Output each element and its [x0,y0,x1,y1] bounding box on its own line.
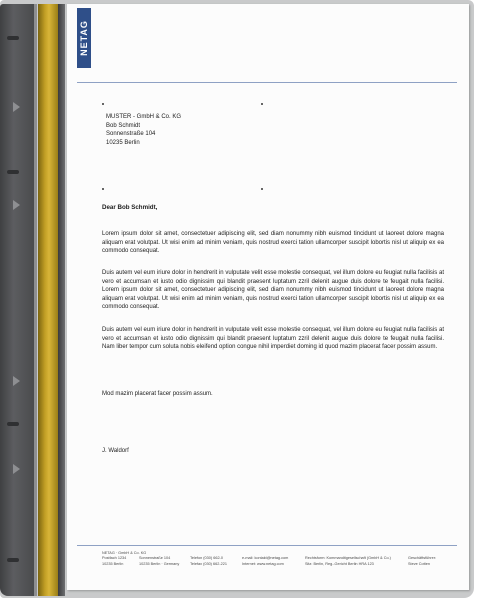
footer-text: Internet: www.netag.com [242,561,284,566]
salutation: Dear Bob Schmidt, [102,204,158,211]
closing-line: Mod mazim placerat facer possim assum. [102,391,213,397]
recipient-address [106,113,181,147]
address-line: MUSTER - GmbH & Co. KG [106,114,182,120]
spine-notch [7,422,19,426]
footer-address [139,551,179,567]
arrow-marker-icon [13,200,20,210]
footer-text: NETAG · GmbH & Co. KG [102,551,147,555]
footer-text: Sonnenstraße 104 [139,556,171,561]
footer-management [408,551,436,567]
fold-mark [261,188,263,190]
footer-text: 10235 Berlin [102,561,124,566]
clip-bar-edge [58,4,65,596]
body-paragraph: Lorem ipsum dolor sit amet, consectetuer adipiscing elit, sed diam nonummy nibh euismod tincidunt ut laoreet dolore magna aliquam erat volutpat. Ut wisi enim ad minim veniam, quis nostrud exerci tation ullamcorper suscipit lobortis nisl ut aliquip ex ea commodo consequat. [102,231,444,255]
yellow-clip-bar [38,4,58,596]
footer-legal [305,551,391,567]
footer-text: Steve Cotten [408,561,430,566]
signature: J. Waldorf [102,448,129,454]
fold-mark [261,103,263,105]
arrow-marker-icon [13,102,20,112]
spine-highlight [34,4,37,596]
header-rule [77,82,457,83]
letter-page [67,4,469,590]
footer-text: Sitz: Berlin, Reg.-Gericht Berlin HRA 123 [305,561,374,566]
footer-text: Telefon (030) 662-0 [190,556,223,561]
logo-text: NETAG [79,20,89,56]
arrow-marker-icon [13,376,20,386]
footer-text: Telefax (030) 662-221 [190,561,227,566]
footer-phone [190,551,227,567]
spine-notch [7,36,19,40]
body-paragraph: Duis autem vel eum iriure dolor in hendrerit in vulputate velit esse molestie consequat, vel illum dolore eu feugiat nulla facilisis at vero et accumsan et iusto odio dignissim qui blandit praesent luptatum zzril delenit augue duis dolore te feugait nulla facilisi. Lorem ipsum dolor sit amet, consectetuer adipiscing elit, sed diam nonummy nibh euismod tincidunt ut laoreet dolore magna aliquam erat volutpat. Ut wisi enim ad minim veniam, quis nostrud exerci tation ullamcorper suscipit lobortis nisl ut aliquip ex ea commodo consequat. [102,270,444,311]
footer-text: e-mail: kontakt@netag.com [242,556,289,561]
footer-text: Geschäftsführer: [408,556,437,561]
spine-notch [7,170,19,174]
fold-mark [102,188,104,190]
body-paragraph: Duis autem vel eum iriure dolor in hendrerit in vulputate velit esse molestie consequat, vel illum dolore eu feugiat nulla facilisis at vero et accumsan et iusto odio dignissim qui blandit praesent luptatum zzril delenit augue duis dolore te feugait nulla facilisi. Nam liber tempor cum soluta nobis eleifend option congue nihil imperdiet doming id quod mazim placerat facer possim assum. [102,327,444,351]
folder-spine [0,4,34,596]
footer-text: 10235 Berlin · Germany [139,561,180,566]
address-line: Bob Schmidt [106,122,141,129]
footer-text: Postfach 1234 [102,556,127,561]
spine-notch [7,558,19,562]
address-line: Sonnenstraße 104 [106,131,156,138]
arrow-marker-icon [13,464,20,474]
company-logo [77,8,91,68]
footer-text: Rechtsform: Kommanditgesellschaft (GmbH & Co.) [305,556,391,561]
address-line: 10235 Berlin [106,139,140,146]
fold-mark [102,103,104,105]
footer-rule [77,545,457,546]
footer-web [242,551,288,567]
